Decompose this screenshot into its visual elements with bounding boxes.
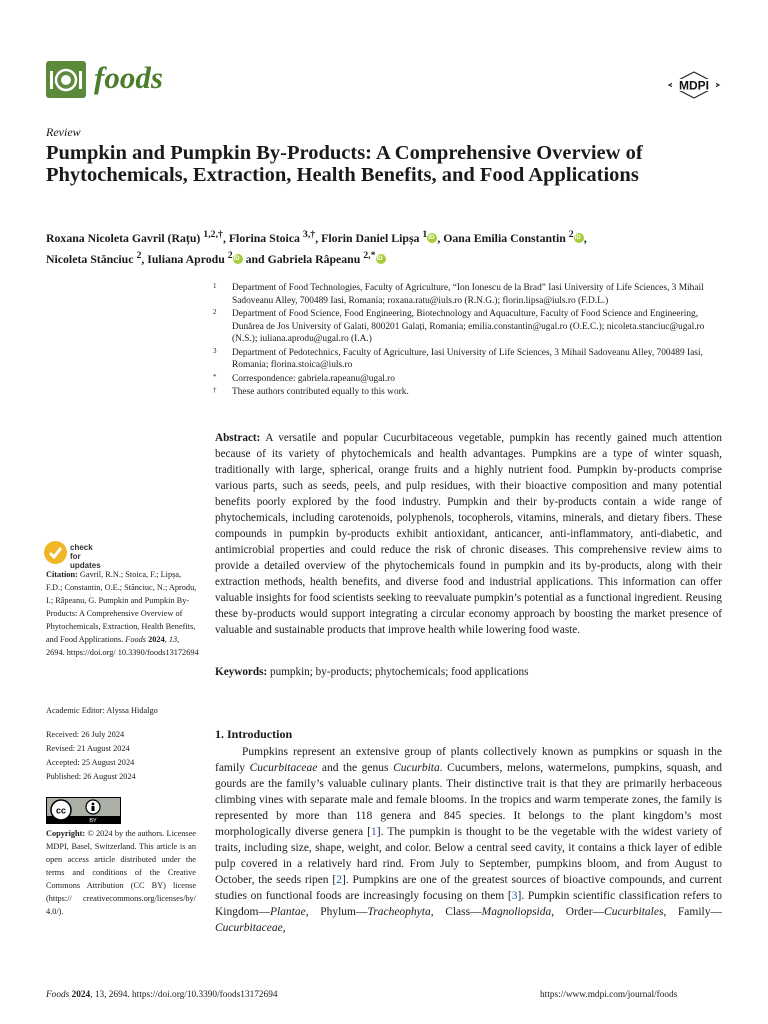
svg-text:BY: BY bbox=[89, 818, 97, 823]
journal-logo-icon bbox=[46, 61, 86, 98]
article-title: Pumpkin and Pumpkin By-Products: A Comprehensive Overview of Phytochemicals, Extraction, Health Benefits, and Food Applications bbox=[46, 142, 643, 186]
accepted-date: Accepted: 25 August 2024 bbox=[46, 758, 135, 767]
copyright-text: © 2024 by the authors. Licensee MDPI, Basel, Switzerland. This article is an open access article distributed under the terms and conditions of the Creative Commons Attribution (CC BY) license (https:// creativecommons.org/licenses/by/ 4.0/). bbox=[46, 829, 196, 916]
correspondence: * Correspondence: gabriela.rapeanu@ugal.ro bbox=[213, 372, 395, 384]
intro-paragraph: Pumpkins represent an extensive group of plants collectively known as pumpkins or squash in the family Cucurbitaceae and the genus Cucurbita. Cucumbers, melons, watermelons, pumpkins, squash, and gourds are the family’s valuable culinary plants. Their distinctive trait is that they are primarily herbaceous climbing vines with separate male and female blooms. In the tropics and warm temperate zones, the family is represented by more than 118 genera and 845 species. It belongs to the plant kingdom’s most morphologically diverse genera [1]. The pumpkin is thought to be the vegetable with the widest variety of traits, including size, shape, weight, and color. Below a central seed cavity, it contains a thick layer of edible pulp covered in a relatively hard rind. From July to September, pumpkins bloom, and from August to October, the seeds ripen [2]. Pumpkins are one of the greatest sources of bioactive compounds, and current studies on functional foods are increasingly focusing on them [3]. Pumpkin scientific classification refers to Kingdom—Plantae, Phylum—Tracheophyta, Class—Magnoliopsida, Order—Cucurbitales, Family—Cucurbitaceae, bbox=[215, 746, 723, 934]
abstract bbox=[215, 430, 722, 638]
author-name[interactable]: Roxana Nicoleta Gavril (Rațu) bbox=[46, 230, 201, 245]
article-dates bbox=[46, 728, 136, 784]
keywords bbox=[215, 666, 722, 678]
citation-volume: 13 bbox=[168, 635, 178, 644]
affiliation-item: 3 Department of Pedotechnics, Faculty of Agriculture, Iasi University of Life Sciences, 3 Mihail Sadoveanu Alley, 700489 Iasi, Romania; florina.stoica@iuls.ro bbox=[213, 346, 703, 370]
check-updates-line-1: check for bbox=[70, 543, 93, 561]
reference-link[interactable]: 1 bbox=[370, 826, 377, 838]
copyright-notice bbox=[46, 827, 196, 918]
footer-journal: Foods bbox=[46, 990, 70, 1000]
article-type: Review bbox=[46, 125, 81, 139]
abstract-label: Abstract: bbox=[215, 432, 261, 444]
authors-line-1: Roxana Nicoleta Gavril (Rațu) $^{1,2,\dagger}$, Florina Stoica $^{3,\dagger}$, Florin Daniel Lipșa $^1$iD , Oana Emilia Constantin $^2$iD , bbox=[46, 226, 726, 247]
copyright-label: Copyright: bbox=[46, 829, 86, 838]
footer-doi-link[interactable]: , 13, 2694. https://doi.org/10.3390/foods13172694 bbox=[90, 990, 278, 1000]
citation-block: Citation: Gavril, R.N.; Stoica, F.; Lipșa, F.D.; Constantin, O.E.; Stănciuc, N.; Aprodu, I.; Râpeanu, G. Pumpkin and Pumpkin By-Products: A Comprehensive Overview of Phytochemicals, Extraction, Health Benefits, and Food Applications. Foods 2024, 13, 2694. https://doi.org/ 10.3390/foods13172694 bbox=[46, 570, 199, 657]
reference-link[interactable]: 2 bbox=[336, 874, 342, 886]
affiliation-item: 1 Department of Food Technologies, Faculty of Agriculture, “Ion Ionescu de la Brad” Iasi University of Life Sciences, 3 Mihail Sadoveanu Alley, 700489 Iasi, Romania; roxana.ratu@iuls.ro (R.N.G.); florin.lipsa@iuls.ro (F.D.L.) bbox=[213, 282, 704, 306]
checkmark-icon bbox=[44, 541, 67, 564]
author-name[interactable]: Oana Emilia Constantin bbox=[443, 230, 566, 245]
citation-text: Gavril, R.N.; Stoica, F.; Lipșa, F.D.; Constantin, O.E.; Stănciuc, N.; Aprodu, I.; Râpeanu, G. Pumpkin and Pumpkin By-Products: A Comprehensive Overview of Phytochemicals, Extraction, Health Benefits, and Food Applications. bbox=[46, 570, 197, 644]
citation-label: Citation: bbox=[46, 570, 78, 579]
journal-name[interactable]: foods bbox=[94, 60, 163, 95]
authors-line-2: Nicoleta Stănciuc $^2$, Iuliana Aprodu $^2$iD and Gabriela Râpeanu $^{2,*}$iD bbox=[46, 247, 726, 268]
check-updates-line-2: updates bbox=[70, 561, 101, 570]
author-list bbox=[46, 226, 726, 268]
svg-text:MDPI: MDPI bbox=[679, 78, 709, 93]
author-name[interactable]: Nicoleta Stănciuc bbox=[46, 251, 134, 266]
published-date: Published: 26 August 2024 bbox=[46, 772, 136, 781]
footer-journal-url[interactable]: https://www.mdpi.com/journal/foods bbox=[540, 990, 678, 1000]
author-name[interactable]: Florina Stoica bbox=[228, 230, 300, 245]
orcid-icon[interactable] bbox=[427, 233, 437, 243]
citation-doi-link[interactable]: , 2694. https://doi.org/ 10.3390/foods13172694 bbox=[46, 635, 199, 657]
abstract-text: A versatile and popular Cucurbitaceous vegetable, pumpkin has recently gained much attention because of its variety of phytochemicals and health advantages. Pumpkins are a type of winter squash, traditionally with large, spherical, orange fruits and a highly nutrient food. Pumpkin by-products comprise various parts, such as seeds, peels, and pulp residues, with their bioactive composition and many potential benefits poorly explored by the food industry. Pumpkin and their by-products contain a wide range of phytochemicals, including carotenoids, polyphenols, tocopherols, vitamins, minerals, and dietary fibers. These compounds in pumpkin by-products exhibit antioxidant, anticancer, anti-inflammatory, anti-diabetic, and antimicrobial properties and could reduce the risk of chronic diseases. This comprehensive review aims to provide a detailed overview of the phytochemicals found in pumpkin and its by-products, along with their extraction methods, health benefits, and diverse food and industrial applications. This information can offer valuable insights for food scientists seeking to reevaluate pumpkin’s potential as a functional ingredient. Reusing these by-products would support integrating a circular economy approach by boosting the market presence of valuable and sustainable products that improve health while lowering food waste. bbox=[215, 432, 722, 636]
mdpi-logo[interactable] bbox=[667, 71, 721, 99]
section-heading: 1. Introduction bbox=[215, 727, 293, 741]
academic-editor: Academic Editor: Alyssa Hidalgo bbox=[46, 706, 158, 715]
author-name[interactable]: Iuliana Aprodu bbox=[147, 251, 225, 266]
affiliations bbox=[213, 282, 723, 400]
keywords-label: Keywords: bbox=[215, 666, 268, 678]
orcid-icon[interactable] bbox=[376, 254, 386, 264]
citation-year: 2024 bbox=[148, 635, 165, 644]
footer-year: 2024 bbox=[71, 990, 91, 1000]
cc-by-license-icon[interactable] bbox=[46, 797, 121, 824]
revised-date: Revised: 21 August 2024 bbox=[46, 744, 130, 753]
received-date: Received: 26 July 2024 bbox=[46, 730, 125, 739]
author-name[interactable]: Gabriela Râpeanu bbox=[267, 251, 361, 266]
equal-contribution-note: † These authors contributed equally to this work. bbox=[213, 386, 409, 397]
reference-link[interactable]: 3 bbox=[511, 890, 518, 902]
author-name[interactable]: Florin Daniel Lipșa bbox=[321, 230, 420, 245]
citation-journal: Foods bbox=[125, 635, 147, 644]
svg-text:cc: cc bbox=[55, 805, 67, 816]
orcid-icon[interactable] bbox=[574, 233, 584, 243]
keywords-text: pumpkin; by-products; phytochemicals; food applications bbox=[270, 666, 529, 678]
footer-citation bbox=[46, 990, 278, 1000]
affiliation-item: 2 Department of Food Science, Food Engineering, Biotechnology and Aquaculture, Faculty of Food Science and Engineering, Dunărea de Jos University of Galati, 800201 Galați, Romania; emilia.constantin@ugal.ro (O.E.C.); nicoleta.stanciuc@ugal.ro (N.S.); iuliana.aprodu@ugal.ro (I.A.) bbox=[213, 308, 705, 344]
orcid-icon[interactable] bbox=[233, 254, 243, 264]
